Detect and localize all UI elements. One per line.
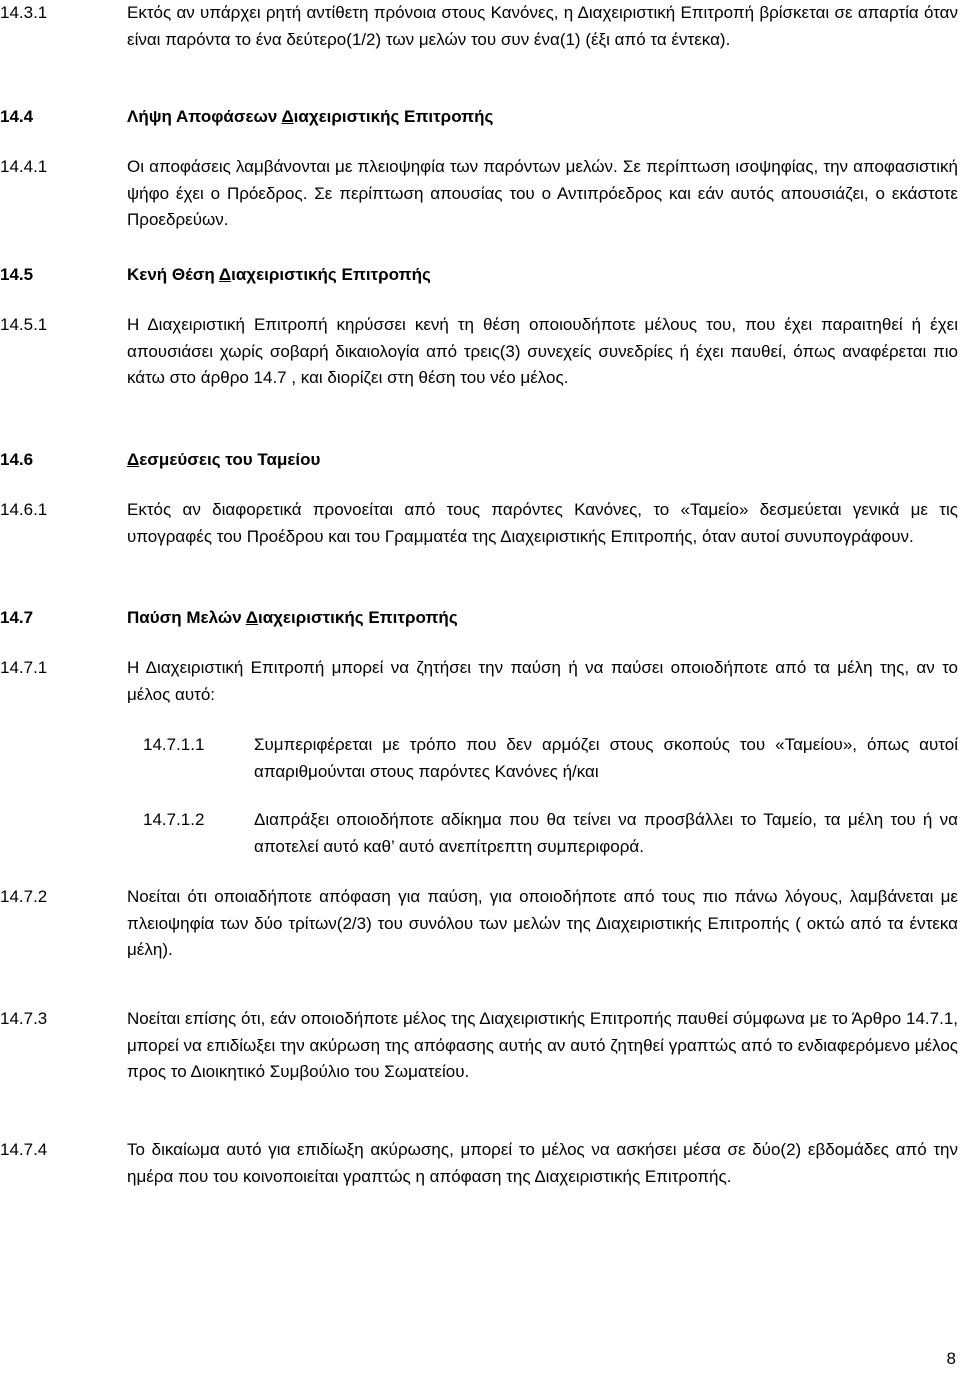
clause-14-7-2 [0,884,958,964]
section-heading-14-5 [0,262,958,289]
section-title: Λήψη Αποφάσεων Διαχειριστικής Επιτροπής [127,107,494,126]
section-heading-14-7 [0,605,958,632]
clause-text: Η Διαχειριστική Επιτροπή κηρύσσει κενή τη θέση οποιουδήποτε μέλους του, που έχει παραιτηθεί ή έχει απουσιάσει χωρίς σοβαρή δικαιολογία από τρεις(3) συνεχείς συνεδρίες ή έχει παυθεί, όπως αναφέρεται πιο κάτω στο άρθρο 14.7 , και διορίζει στη θέση του νέο μέλος. [127,315,958,387]
section-heading-14-6 [0,447,958,474]
clause-number: 14.4.1 [0,157,48,176]
clause-number: 14.7.3 [0,1009,48,1028]
section-number: 14.4 [0,107,34,126]
section-heading-14-4 [0,104,958,131]
clause-text: Η Διαχειριστική Επιτροπή μπορεί να ζητήσει την παύση ή να παύσει οποιοδήποτε από τα μέλη της, αν το μέλος αυτό: [127,658,958,704]
clause-14-5-1 [0,312,958,392]
clause-14-6-1 [0,497,958,550]
clause-number: 14.5.1 [0,315,48,334]
section-number: 14.7 [0,608,34,627]
clause-14-3-1 [0,0,958,53]
clause-text: Οι αποφάσεις λαμβάνονται με πλειοψηφία των παρόντων μελών. Σε περίπτωση ισοψηφίας, την αποφασιστική ψήφο έχει ο Πρόεδρος. Σε περίπτωση απουσίας του ο Αντιπρόεδρος και εάν αυτός απουσιάζει, ο εκάστοτε Προεδρεύων. [127,157,958,229]
clause-number: 14.7.2 [0,887,48,906]
section-number: 14.6 [0,450,34,469]
clause-14-7-1 [0,655,958,708]
clause-text: Εκτός αν διαφορετικά προνοείται από τους παρόντες Κανόνες, το «Ταμείο» δεσμεύεται γενικά με τις υπογραφές του Προέδρου και του Γραμματέα της Διαχειριστικής Επιτροπής, όταν αυτοί συνυπογράφουν. [127,500,958,546]
clause-number: 14.7.1 [0,658,48,677]
clause-14-7-4 [0,1137,958,1190]
clause-text: Νοείται επίσης ότι, εάν οποιοδήποτε μέλος της Διαχειριστικής Επιτροπής παυθεί σύμφωνα με το Άρθρο 14.7.1, μπορεί να επιδίωξει την ακύρωση της απόφασης αυτής αν αυτό ζητηθεί γραπτώς από το ενδιαφερόμενο μέλος προς το Διοικητικό Συμβούλιο του Σωματείου. [127,1009,958,1081]
clause-14-7-1-1 [0,732,958,785]
section-title: Κενή Θέση Διαχειριστικής Επιτροπής [127,265,431,284]
clause-number: 14.3.1 [0,3,48,22]
clause-text: Νοείται ότι οποιαδήποτε απόφαση για παύση, για οποιοδήποτε από τους πιο πάνω λόγους, λαμβάνεται με πλειοψηφία των δύο τρίτων(2/3) του συνόλου των μελών της Διαχειριστικής Επιτροπής ( οκτώ από τα έντεκα μέλη). [127,887,958,959]
section-title: Παύση Μελών Διαχειριστικής Επιτροπής [127,608,458,627]
clause-text: Εκτός αν υπάρχει ρητή αντίθετη πρόνοια στους Κανόνες, η Διαχειριστική Επιτροπή βρίσκεται σε απαρτία όταν είναι παρόντα το ένα δεύτερο(1/2) των μελών του συν ένα(1) (έξι από τα έντεκα). [127,3,958,49]
clause-14-4-1 [0,154,958,234]
clause-text: Διαπράξει οποιοδήποτε αδίκημα που θα τείνει να προσβάλλει το Ταμείο, τα μέλη του ή να αποτελεί αυτό καθ’ αυτό ανεπίτρεπτη συμπεριφορά. [254,810,958,856]
clause-number: 14.7.1.1 [143,735,205,754]
clause-14-7-1-2 [0,807,958,860]
clause-number: 14.7.1.2 [143,810,205,829]
section-number: 14.5 [0,265,34,284]
section-title: Δεσμεύσεις του Ταμείου [127,450,321,469]
clause-14-7-3 [0,1006,958,1086]
clause-text: Συμπεριφέρεται με τρόπο που δεν αρμόζει στους σκοπούς του «Ταμείου», όπως αυτοί απαριθμούνται στους παρόντες Κανόνες ή/και [254,735,958,781]
clause-number: 14.7.4 [0,1140,48,1159]
page-number: 8 [946,1349,956,1368]
clause-text: Το δικαίωμα αυτό για επιδίωξη ακύρωσης, μπορεί το μέλος να ασκήσει μέσα σε δύο(2) εβδομάδες από την ημέρα που του κοινοποιείται γραπτώς η απόφαση της Διαχειριστικής Επιτροπής. [127,1140,958,1186]
clause-number: 14.6.1 [0,500,48,519]
